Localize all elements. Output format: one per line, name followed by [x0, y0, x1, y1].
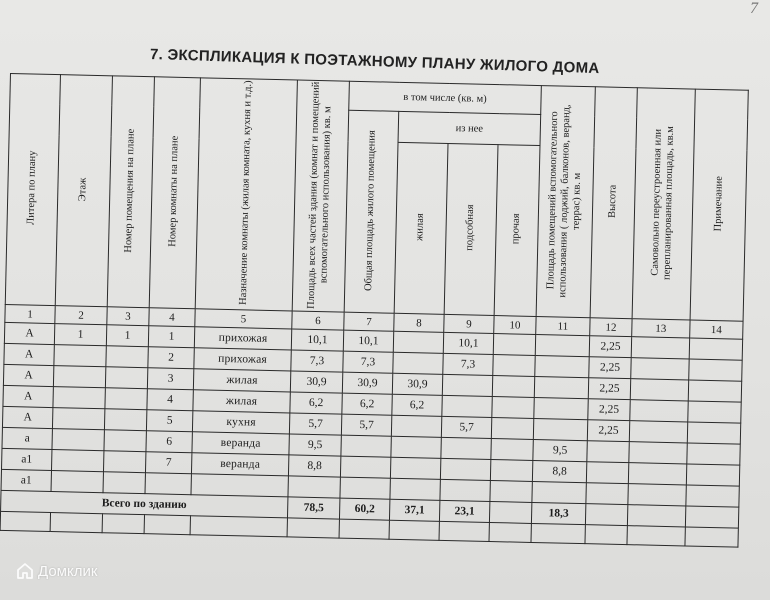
table-cell — [103, 472, 145, 494]
table-cell — [630, 400, 688, 422]
room-purpose-cell: жилая — [193, 369, 290, 392]
table-cell: 30,9 — [342, 372, 392, 394]
table-cell — [51, 471, 103, 493]
table-cell: 7,3 — [443, 353, 493, 375]
table-cell: 1 — [148, 326, 194, 348]
table-cell — [393, 331, 443, 353]
table-cell: 8,8 — [288, 455, 340, 477]
table-cell: а1 — [1, 469, 51, 491]
header-unauthorized-area: Самовольно переустроенная или перепланированная площадь, кв.м — [632, 88, 695, 320]
col-num: 4 — [149, 308, 195, 327]
table-cell — [145, 473, 191, 495]
table-cell — [441, 437, 491, 459]
col-num: 12 — [590, 318, 632, 337]
header-other: прочая — [494, 145, 540, 317]
table-cell: 9,5 — [533, 439, 587, 461]
table-cell: 9,5 — [289, 434, 341, 456]
table-cell — [535, 334, 589, 356]
table-cell: 7,3 — [291, 350, 343, 372]
header-total-living-area: Общая площадь жилого помещения — [344, 110, 399, 313]
header-note: Примечание — [690, 89, 748, 321]
table-cell — [104, 430, 146, 452]
table-cell: 2,25 — [588, 378, 630, 400]
table-cell: 30,9 — [290, 371, 342, 393]
total-utility: 23,1 — [439, 500, 489, 522]
room-purpose-cell: кухня — [192, 411, 289, 434]
header-floor: Этаж — [55, 75, 112, 307]
table-cell — [390, 457, 440, 479]
table-cell — [630, 379, 688, 401]
header-height: Высота — [590, 87, 637, 319]
table-cell: 2,25 — [589, 336, 631, 358]
table-cell — [490, 481, 532, 503]
explication-table-wrapper — [0, 73, 748, 580]
table-cell — [532, 481, 586, 503]
table-cell — [533, 418, 587, 440]
table-cell: 10,1 — [343, 330, 393, 352]
table-cell — [440, 479, 490, 501]
total-unauthorized — [627, 505, 685, 527]
col-num: 10 — [494, 316, 536, 335]
col-num: 7 — [344, 312, 394, 331]
table-cell — [492, 397, 534, 419]
table-cell: а — [2, 427, 52, 449]
col-num: 11 — [536, 316, 590, 335]
table-cell: 30,9 — [392, 373, 442, 395]
table-cell: А — [2, 406, 52, 428]
header-litera: Литера по плану — [5, 74, 60, 306]
col-num: 9 — [444, 314, 494, 333]
table-cell: 6 — [146, 431, 192, 453]
table-cell — [586, 483, 628, 505]
watermark-text: Домклик — [38, 562, 98, 580]
table-cell — [442, 374, 492, 396]
table-cell: 5,7 — [341, 414, 391, 436]
table-cell: 6,2 — [392, 394, 442, 416]
header-including-group: в том числе (кв. м) — [349, 81, 542, 114]
table-cell — [53, 366, 105, 388]
col-num: 1 — [5, 304, 55, 323]
table-cell — [340, 477, 390, 499]
table-cell — [53, 387, 105, 409]
table-cell — [391, 415, 441, 437]
table-cell: 7,3 — [343, 351, 393, 373]
table-cell — [688, 401, 741, 423]
table-cell: А — [4, 343, 54, 365]
table-cell — [534, 376, 588, 398]
room-purpose-cell: прихожая — [194, 348, 291, 371]
total-height — [585, 504, 627, 526]
room-purpose-cell: жилая — [193, 390, 290, 413]
header-room-purpose: Назначение комнаты (жилая комната, кухня и т.д.) — [195, 78, 297, 311]
table-cell: 8,8 — [532, 460, 586, 482]
table-cell: А — [4, 322, 54, 344]
table-cell — [687, 422, 740, 444]
table-cell — [52, 408, 104, 430]
table-cell: 5,7 — [289, 413, 341, 435]
total-note — [685, 506, 738, 528]
header-auxiliary-area: Площадь помещений вспомогательного использования ( лоджий, балконов, веранд, террас) кв. м — [536, 86, 595, 318]
table-cell — [341, 435, 391, 457]
col-num: 3 — [107, 307, 149, 326]
document-title: 7. ЭКСПЛИКАЦИЯ К ПОЭТАЖНОМУ ПЛАНУ ЖИЛОГО ДОМА — [149, 46, 600, 78]
table-cell — [688, 380, 741, 402]
table-cell — [51, 450, 103, 472]
col-num: 2 — [55, 306, 107, 325]
table-cell — [686, 464, 739, 486]
table-cell: 1 — [54, 324, 106, 346]
table-cell — [629, 421, 687, 443]
table-cell: 1 — [106, 325, 148, 347]
table-cell — [491, 418, 533, 440]
table-cell — [631, 358, 689, 380]
total-living: 37,1 — [389, 499, 439, 521]
table-cell: а1 — [2, 448, 52, 470]
table-cell: 2 — [148, 347, 194, 369]
table-body — [1, 322, 743, 507]
col-num: 6 — [292, 311, 344, 330]
total-living-premise: 60,2 — [339, 498, 389, 520]
table-cell — [687, 443, 740, 465]
table-cell: 10,1 — [443, 332, 493, 354]
header-room-number: Номер комнаты на плане — [149, 77, 200, 309]
explication-table — [0, 73, 749, 548]
table-cell: А — [3, 364, 53, 386]
table-cell: 10,1 — [291, 329, 343, 351]
table-cell — [629, 442, 687, 464]
room-purpose-cell: веранда — [192, 432, 289, 455]
header-premise-number: Номер помещения на плане — [107, 76, 154, 308]
table-cell — [340, 456, 390, 478]
table-cell — [493, 355, 535, 377]
table-cell — [440, 458, 490, 480]
table-cell — [534, 397, 588, 419]
total-auxiliary: 18,3 — [531, 502, 585, 524]
col-num: 5 — [195, 309, 292, 329]
table-cell — [442, 395, 492, 417]
header-of-which: из нее — [398, 111, 541, 145]
table-cell — [491, 439, 533, 461]
table-cell — [390, 478, 440, 500]
table-cell: 7 — [145, 452, 191, 474]
table-cell — [393, 352, 443, 374]
table-cell — [686, 485, 739, 507]
table-cell — [105, 367, 147, 389]
table-cell: 6,2 — [342, 393, 392, 415]
table-cell: 2,25 — [587, 420, 629, 442]
total-other — [489, 501, 531, 523]
table-cell — [106, 346, 148, 368]
table-cell — [52, 429, 104, 451]
col-num: 8 — [394, 313, 444, 332]
table-cell — [103, 451, 145, 473]
table-cell — [288, 476, 340, 498]
table-cell: А — [3, 385, 53, 407]
table-cell — [391, 436, 441, 458]
col-num: 13 — [632, 319, 690, 338]
house-logo-icon — [16, 562, 34, 580]
table-cell — [628, 463, 686, 485]
header-utility: подсобная — [444, 143, 498, 315]
room-purpose-cell: веранда — [191, 453, 288, 476]
table-cell — [490, 460, 532, 482]
page-number-mark: 7 — [750, 0, 758, 17]
table-cell — [628, 484, 686, 506]
table-cell — [493, 334, 535, 356]
table-cell: 2,25 — [588, 399, 630, 421]
header-total-area: Площадь всех частей здания (комнат и помещений вспомогательного использования) кв. м — [292, 80, 349, 312]
room-purpose-cell: прихожая — [194, 327, 291, 350]
table-cell: 4 — [147, 389, 193, 411]
table-cell — [492, 376, 534, 398]
table-cell: 2,25 — [589, 357, 631, 379]
table-cell — [104, 409, 146, 431]
table-cell: 3 — [147, 368, 193, 390]
table-cell — [631, 337, 689, 359]
table-cell — [586, 462, 628, 484]
table-cell: 6,2 — [290, 392, 342, 414]
table-cell — [587, 441, 629, 463]
table-cell: 5,7 — [441, 416, 491, 438]
table-cell — [54, 345, 106, 367]
table-cell — [689, 338, 742, 360]
domclick-watermark — [16, 562, 97, 580]
header-living: жилая — [394, 142, 448, 314]
table-cell: 5 — [146, 410, 192, 432]
table-cell — [535, 355, 589, 377]
total-label: Всего по зданию — [1, 490, 288, 518]
room-purpose-cell — [191, 474, 288, 497]
table-cell — [689, 359, 742, 381]
table-cell — [105, 388, 147, 410]
total-area: 78,5 — [287, 497, 339, 519]
col-num: 14 — [690, 320, 743, 339]
